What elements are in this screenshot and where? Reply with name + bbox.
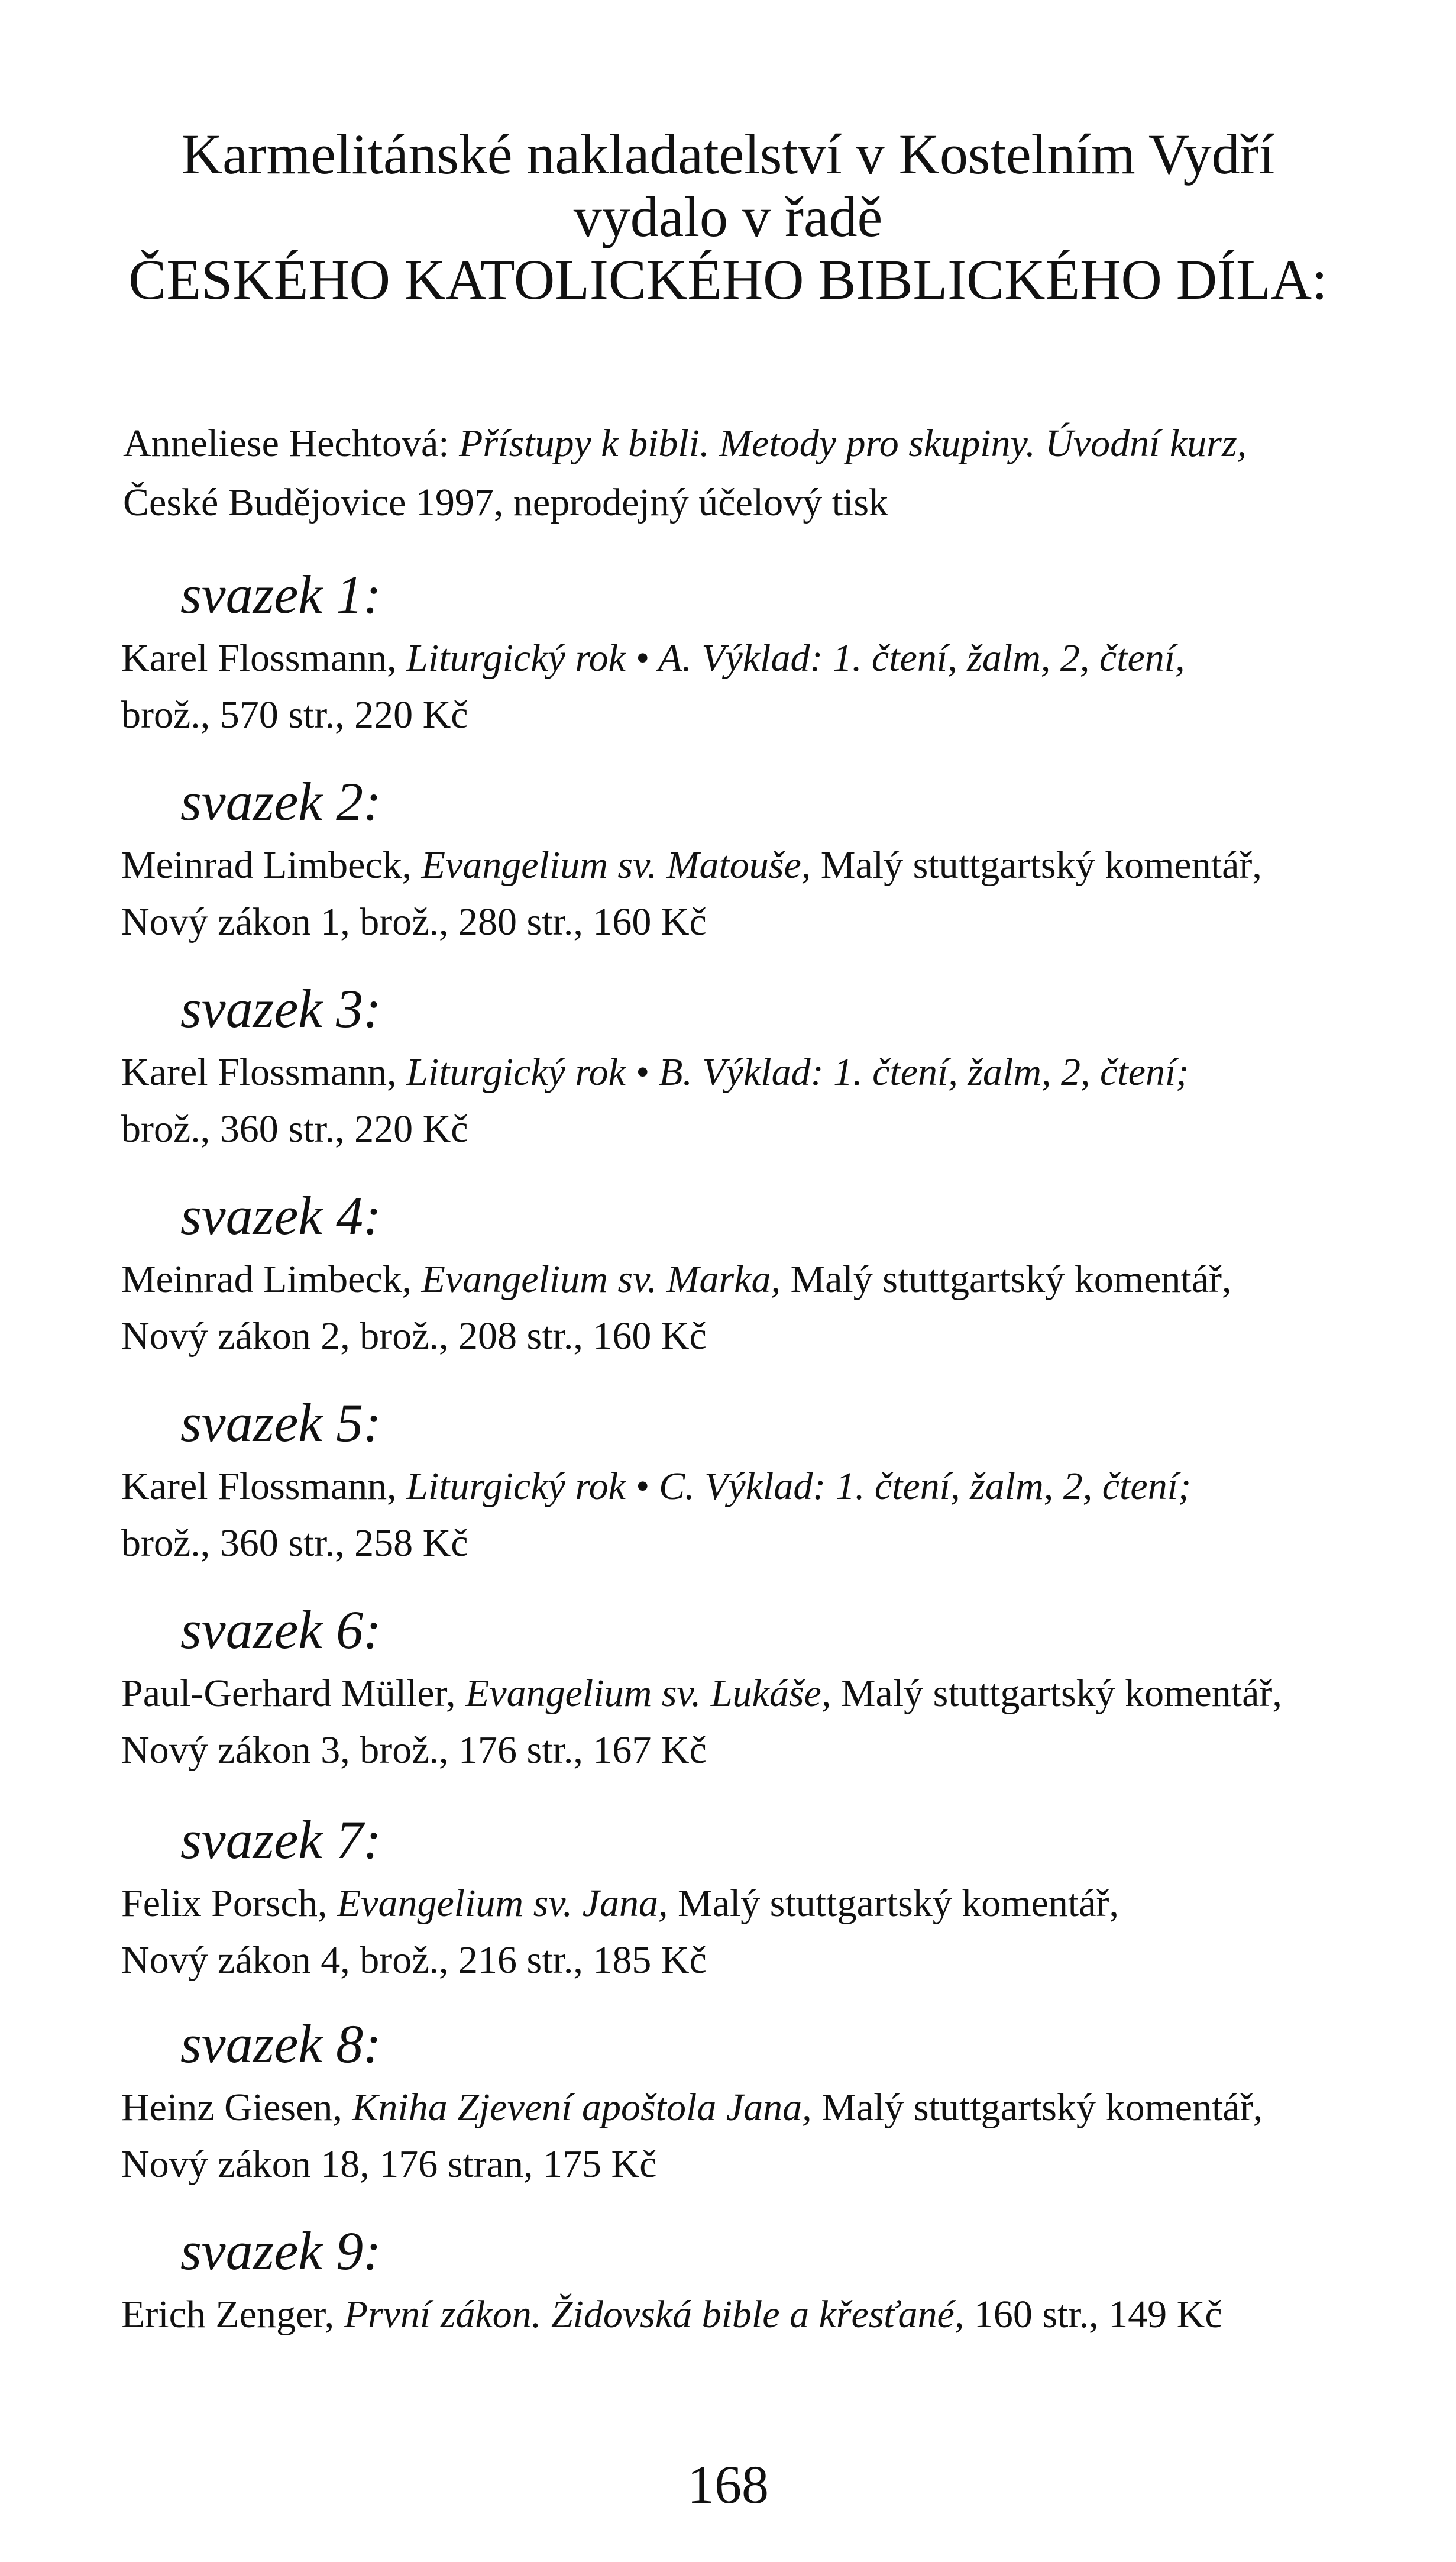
volume-title: Evangelium sv. Marka, bbox=[421, 1258, 781, 1301]
volume-heading: svazek 4: bbox=[180, 1185, 381, 1246]
header-line-publisher: Karmelitánské nakladatelství v Kostelním Vydří bbox=[181, 122, 1275, 186]
intro-title: Přístupy k bibli. Metody pro skupiny. Úvodní kurz, bbox=[459, 422, 1247, 465]
volume-author: Felix Porsch, bbox=[121, 1882, 337, 1925]
volume-title: Liturgický rok • C. Výklad: 1. čtení, žalm, 2, čtení; bbox=[406, 1465, 1192, 1508]
page-number: 168 bbox=[687, 2454, 769, 2515]
volume-body bbox=[121, 2286, 1410, 2343]
volume-title: Evangelium sv. Jana, bbox=[337, 1882, 668, 1925]
volume-first-line bbox=[121, 1875, 1410, 1932]
header-line-series-intro: vydalo v řadě bbox=[573, 185, 883, 248]
volume-heading: svazek 9: bbox=[180, 2221, 381, 2281]
volume-first-line bbox=[121, 2079, 1410, 2136]
volume-author: Meinrad Limbeck, bbox=[121, 844, 422, 887]
volume-rest: 160 str., 149 Kč bbox=[964, 2293, 1222, 2336]
header-line-series-name: ČESKÉHO KATOLICKÉHO BIBLICKÉHO DÍLA: bbox=[128, 248, 1328, 311]
volume-author: Meinrad Limbeck, bbox=[121, 1258, 422, 1301]
volume-body bbox=[121, 837, 1410, 951]
volume-entry-6 bbox=[121, 1600, 1410, 1779]
volume-body bbox=[121, 1665, 1410, 1779]
volume-body bbox=[121, 1875, 1410, 1989]
volume-body bbox=[121, 1044, 1410, 1158]
volume-entry-9 bbox=[121, 2221, 1410, 2343]
volume-entry-7 bbox=[121, 1810, 1410, 1989]
intro-author: Anneliese Hechtová: bbox=[123, 422, 460, 465]
volume-details: brož., 360 str., 220 Kč bbox=[121, 1107, 468, 1151]
volume-title: Evangelium sv. Lukáše, bbox=[465, 1672, 831, 1715]
volume-author: Karel Flossmann, bbox=[121, 1465, 407, 1508]
volume-body bbox=[121, 1251, 1410, 1365]
volume-heading: svazek 3: bbox=[180, 978, 381, 1039]
volume-rest: Malý stuttgartský komentář, bbox=[780, 1258, 1232, 1301]
volume-body bbox=[121, 2079, 1410, 2193]
volume-first-line bbox=[121, 837, 1410, 894]
volume-first-line bbox=[121, 1251, 1410, 1308]
volume-details: Nový zákon 3, brož., 176 str., 167 Kč bbox=[121, 1729, 707, 1772]
volume-rest: Malý stuttgartský komentář, bbox=[811, 2086, 1263, 2129]
volume-entry-2 bbox=[121, 772, 1410, 951]
volume-entry-5 bbox=[121, 1393, 1410, 1572]
intro-details: České Budějovice 1997, neprodejný účelový tisk bbox=[123, 481, 889, 524]
volume-rest: Malý stuttgartský komentář, bbox=[831, 1672, 1282, 1715]
volume-details: brož., 360 str., 258 Kč bbox=[121, 1521, 468, 1565]
volume-heading: svazek 2: bbox=[180, 771, 381, 832]
volume-author: Paul-Gerhard Müller, bbox=[121, 1672, 466, 1715]
intro-first-line bbox=[123, 414, 1394, 473]
volume-heading: svazek 1: bbox=[180, 564, 381, 625]
volume-details: Nový zákon 1, brož., 280 str., 160 Kč bbox=[121, 900, 707, 944]
volume-entry-3 bbox=[121, 979, 1410, 1158]
volume-heading: svazek 8: bbox=[180, 2014, 381, 2074]
volume-rest: Malý stuttgartský komentář, bbox=[668, 1882, 1119, 1925]
volume-title: Liturgický rok • A. Výklad: 1. čtení, žalm, 2, čtení, bbox=[406, 637, 1185, 680]
volume-entry-8 bbox=[121, 2014, 1410, 2193]
volume-first-line bbox=[121, 1665, 1410, 1722]
volume-entry-1 bbox=[121, 565, 1410, 744]
volume-details: brož., 570 str., 220 Kč bbox=[121, 693, 468, 736]
volume-first-line bbox=[121, 1044, 1410, 1101]
volume-title: Liturgický rok • B. Výklad: 1. čtení, žalm, 2, čtení; bbox=[406, 1051, 1189, 1094]
volume-body bbox=[121, 1458, 1410, 1572]
volume-author: Karel Flossmann, bbox=[121, 1051, 407, 1094]
publisher-header bbox=[0, 123, 1456, 311]
volume-body bbox=[121, 630, 1410, 744]
volume-heading: svazek 5: bbox=[180, 1393, 381, 1453]
volume-details: Nový zákon 2, brož., 208 str., 160 Kč bbox=[121, 1314, 707, 1358]
volume-author: Karel Flossmann, bbox=[121, 637, 407, 680]
volume-author: Erich Zenger, bbox=[121, 2293, 344, 2336]
volume-title: Evangelium sv. Matouše, bbox=[421, 844, 811, 887]
volume-entry-4 bbox=[121, 1186, 1410, 1365]
volume-first-line bbox=[121, 630, 1410, 687]
volume-author: Heinz Giesen, bbox=[121, 2086, 352, 2129]
volume-details: Nový zákon 18, 176 stran, 175 Kč bbox=[121, 2143, 657, 2186]
volume-first-line bbox=[121, 1458, 1410, 1515]
volume-details: Nový zákon 4, brož., 216 str., 185 Kč bbox=[121, 1939, 707, 1982]
volume-title: Kniha Zjevení apoštola Jana, bbox=[352, 2086, 812, 2129]
volume-heading: svazek 7: bbox=[180, 1810, 381, 1870]
volume-title: První zákon. Židovská bible a křesťané, bbox=[344, 2293, 965, 2336]
volume-first-line bbox=[121, 2286, 1410, 2343]
intro-entry bbox=[123, 414, 1394, 532]
volume-rest: Malý stuttgartský komentář, bbox=[811, 844, 1262, 887]
volume-heading: svazek 6: bbox=[180, 1600, 381, 1660]
